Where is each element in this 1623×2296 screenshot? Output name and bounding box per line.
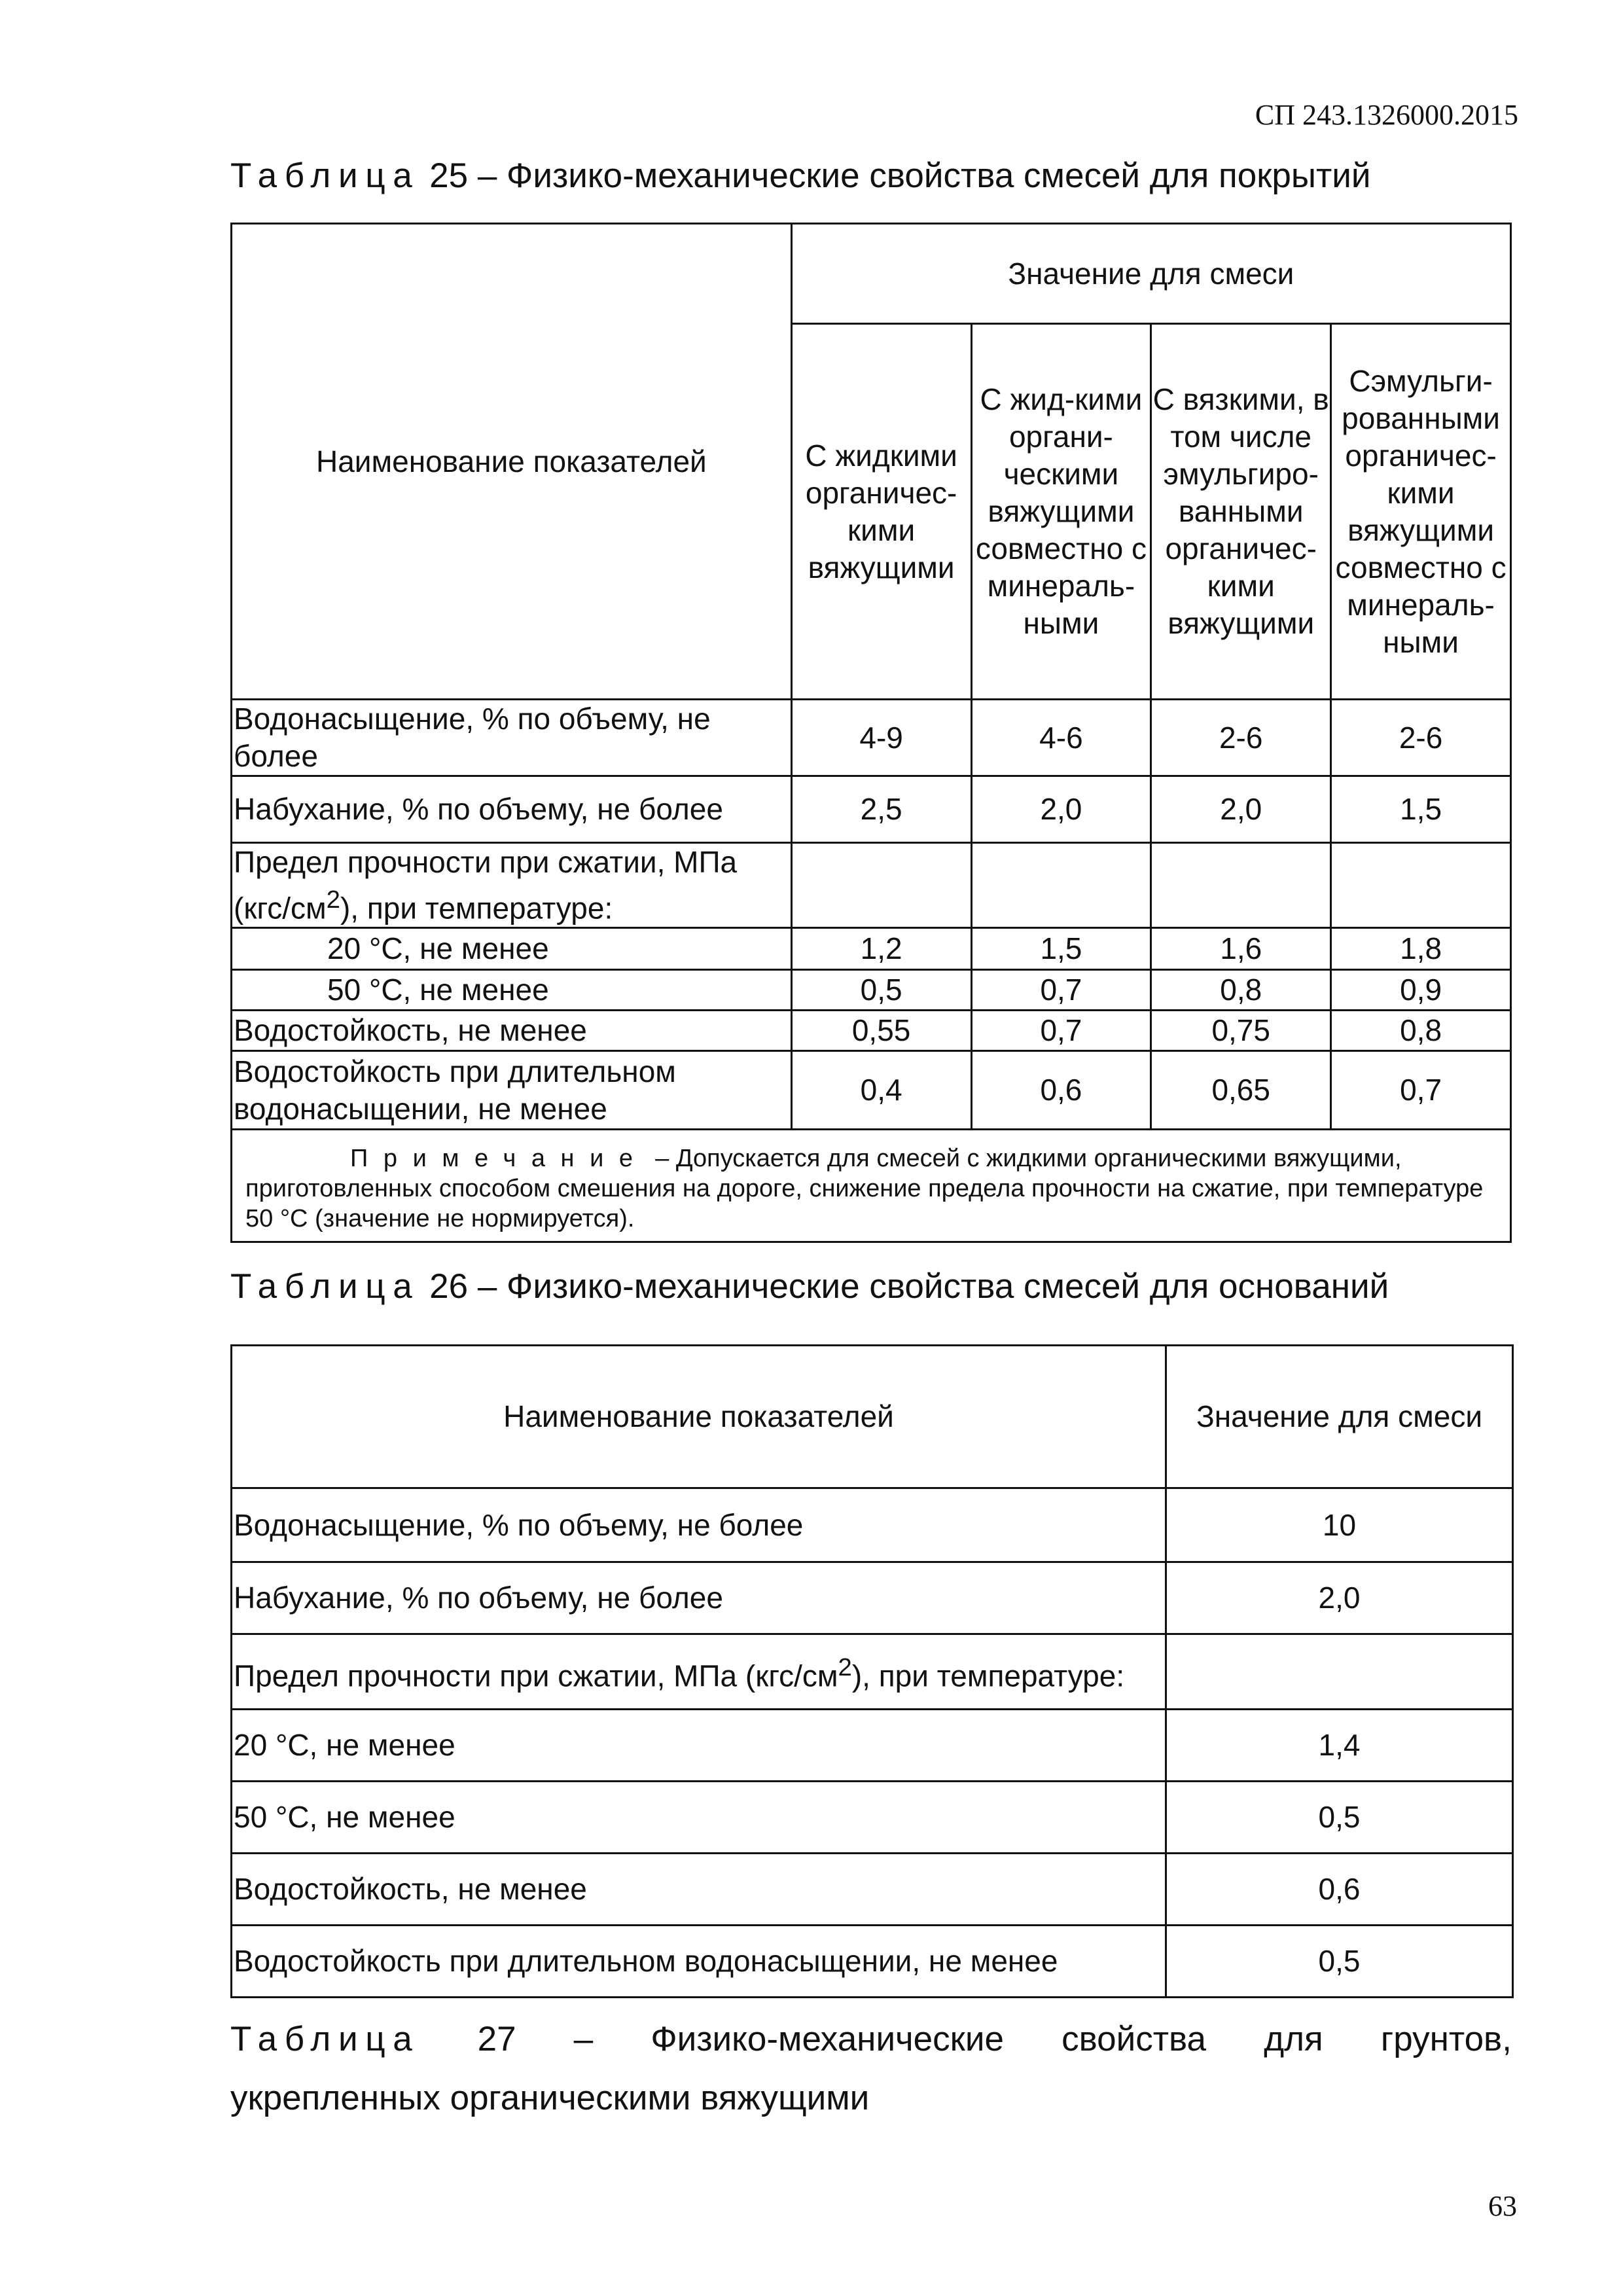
table27-caption-part: Физико-механические <box>651 2020 1004 2058</box>
table25-header-col-1: С жидкими органичес-кими вяжущими <box>791 324 971 700</box>
document-code: СП 243.1326000.2015 <box>1255 99 1518 131</box>
row-label: Предел прочности при сжатии, МПа $(кгс/см^2)$, при температуре: <box>232 843 792 928</box>
row-label: Водостойкость при длительном водонасыщении, не менее <box>232 1926 1166 1998</box>
table27-caption-part: для <box>1264 2020 1323 2058</box>
table-row <box>232 700 1511 776</box>
page-number: 63 <box>1488 2190 1517 2222</box>
table25-header-col-2: С жид-кими органи-ческими вяжущими совместно с минераль-ными <box>971 324 1151 700</box>
table26-caption <box>230 1266 1389 1306</box>
table25-header-col-4: Сэмульги-рованными органичес-кими вяжущими совместно с минераль-ными <box>1331 324 1511 700</box>
cell-value: 0,9 <box>1331 970 1511 1011</box>
cell-value: 0,8 <box>1331 1011 1511 1051</box>
row-label: 20 °С, не менее <box>232 1710 1166 1782</box>
cell-value <box>971 843 1151 928</box>
row-label: 20 °С, не менее <box>232 928 792 970</box>
cell-value: 0,65 <box>1151 1051 1331 1130</box>
cell-value: 2-6 <box>1331 700 1511 776</box>
cell-value: 2,0 <box>1166 1562 1513 1634</box>
cell-value: 0,7 <box>971 1011 1151 1051</box>
table26-caption-text: 26 – Физико-механические свойства смесей для оснований <box>429 1267 1389 1306</box>
table27-caption-part: 27 <box>477 2020 516 2058</box>
table25-caption-word: Таблица <box>230 156 420 195</box>
cell-value: 0,75 <box>1151 1011 1331 1051</box>
row-label: Водостойкость, не менее <box>232 1854 1166 1926</box>
row-label: Водонасыщение, % по объему, не более <box>232 1488 1166 1562</box>
cell-value <box>1166 1634 1513 1710</box>
cell-value <box>1331 843 1511 928</box>
table25-header-group: Значение для смеси <box>791 224 1510 324</box>
row-label: Предел прочности при сжатии, МПа $(кгс/см^2)$, при температуре: <box>232 1634 1166 1710</box>
cell-value: 0,6 <box>971 1051 1151 1130</box>
cell-value: 1,8 <box>1331 928 1511 970</box>
table-row <box>232 1634 1513 1710</box>
table25-header-name: Наименование показателей <box>232 224 792 700</box>
cell-value: 4-6 <box>971 700 1151 776</box>
row-label: 50 °С, не менее <box>232 970 792 1011</box>
table-row <box>232 776 1511 843</box>
cell-value: 2,0 <box>971 776 1151 843</box>
row-label: Водостойкость при длительном водонасыщении, не менее <box>232 1051 792 1130</box>
table27-caption-line2: укрепленных органическими вяжущими <box>230 2079 870 2117</box>
cell-value: 0,5 <box>791 970 971 1011</box>
table-row <box>232 1051 1511 1130</box>
table-row <box>232 1710 1513 1782</box>
table-row <box>232 1488 1513 1562</box>
row-label: Набухание, % по объему, не более <box>232 1562 1166 1634</box>
table26-header-value: Значение для смеси <box>1166 1346 1513 1488</box>
cell-value: 0,5 <box>1166 1782 1513 1854</box>
cell-value: 4-9 <box>791 700 971 776</box>
table-row <box>232 1562 1513 1634</box>
table-row <box>232 970 1511 1011</box>
cell-value: 1,5 <box>971 928 1151 970</box>
cell-value: 1,4 <box>1166 1710 1513 1782</box>
cell-value: 2-6 <box>1151 700 1331 776</box>
table-row <box>232 1926 1513 1998</box>
table-row <box>232 1011 1511 1051</box>
cell-value: 0,8 <box>1151 970 1331 1011</box>
cell-value: 2,0 <box>1151 776 1331 843</box>
cell-value: 1,5 <box>1331 776 1511 843</box>
table25-caption <box>230 156 1370 196</box>
cell-value: 0,55 <box>791 1011 971 1051</box>
cell-value: 10 <box>1166 1488 1513 1562</box>
cell-value: 0,7 <box>971 970 1151 1011</box>
table25-note <box>232 1130 1511 1242</box>
note-text: – Допускается для смесей с жидкими органическими вяжущими, приготовленных способом смешения на дороге, снижение предела прочности на сжатие, при температуре 50 °С (значение не нормируется). <box>245 1144 1484 1232</box>
row-label: Водонасыщение, % по объему, не более <box>232 700 792 776</box>
table27-caption-part: грунтов, <box>1380 2020 1512 2058</box>
table25-caption-text: 25 – Физико-механические свойства смесей для покрытий <box>429 156 1371 195</box>
table27-caption-part: свойства <box>1061 2020 1207 2058</box>
table-row <box>232 1854 1513 1926</box>
table25-header-col-3: С вязкими, в том числе эмульгиро-ванными органичес-кими вяжущими <box>1151 324 1331 700</box>
row-label: 50 °С, не менее <box>232 1782 1166 1854</box>
table26-header-name: Наименование показателей <box>232 1346 1166 1488</box>
cell-value: 0,7 <box>1331 1051 1511 1130</box>
table27-caption-word: Таблица <box>230 2020 420 2058</box>
table26-caption-word: Таблица <box>230 1267 420 1306</box>
cell-value: 1,2 <box>791 928 971 970</box>
table25-note-row <box>232 1130 1511 1242</box>
table26 <box>230 1344 1514 1998</box>
row-label: Набухание, % по объему, не более <box>232 776 792 843</box>
cell-value <box>791 843 971 928</box>
cell-value: 0,4 <box>791 1051 971 1130</box>
cell-value: 2,5 <box>791 776 971 843</box>
cell-value: 0,6 <box>1166 1854 1513 1926</box>
table25 <box>230 223 1512 1243</box>
table27-caption-part: – <box>573 2020 594 2058</box>
cell-value: 1,6 <box>1151 928 1331 970</box>
table-row <box>232 1782 1513 1854</box>
table-row <box>232 928 1511 970</box>
table-row <box>232 843 1511 928</box>
table27-caption <box>230 2019 1512 2059</box>
row-label: Водостойкость, не менее <box>232 1011 792 1051</box>
cell-value: 0,5 <box>1166 1926 1513 1998</box>
cell-value <box>1151 843 1331 928</box>
note-label: Примечание <box>350 1144 649 1172</box>
